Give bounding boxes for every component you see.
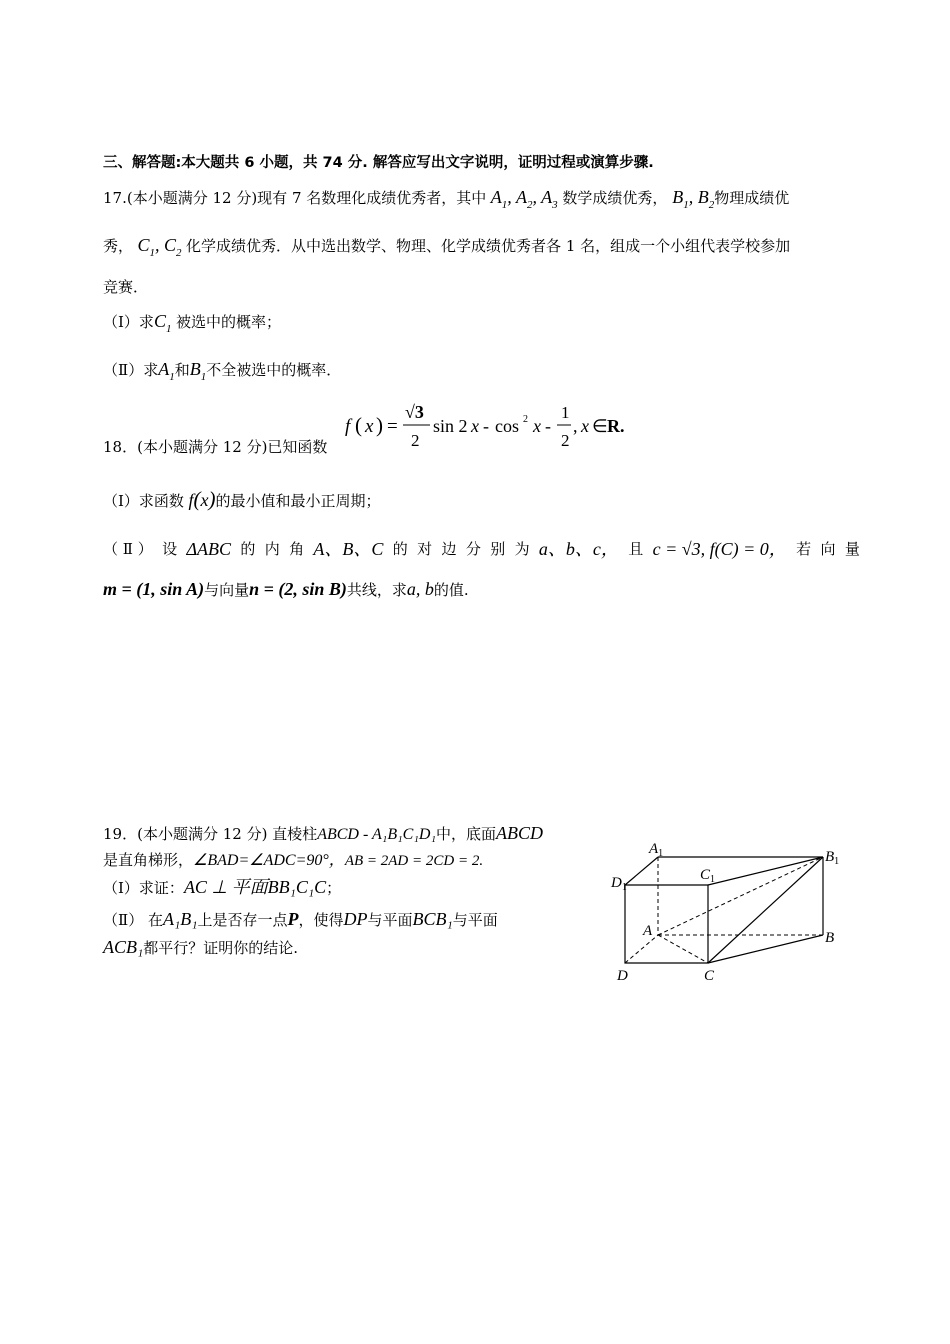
q17-line3: 竞赛． [103, 278, 149, 296]
svg-text:): ) [376, 413, 383, 437]
q18-part2-line2: m = (1, sin A)与向量n = (2, sin B)共线，求a, b的值. [103, 579, 469, 599]
q17-part1: （Ⅰ）求$C_1$ 被选中的概率； [103, 311, 281, 335]
svg-text:cos: cos [495, 416, 519, 436]
svg-text:2: 2 [561, 431, 570, 450]
q19-part2: （Ⅱ） 在A₁B₁上是否存一点P，使得DP与平面BCB₁与平面 [103, 909, 498, 929]
svg-text:-: - [545, 416, 551, 436]
svg-text:1: 1 [561, 403, 570, 422]
q19-part3: ACB₁都平行？证明你的结论. [103, 937, 299, 957]
q17-physics-text: 物理成绩优 [714, 189, 790, 207]
q17-math-C: $C_1$, $C_2$ [133, 235, 182, 259]
label-A1: $A_1$ [649, 841, 664, 859]
edge-D1A1 [625, 857, 658, 885]
q18-intro: 18．(本小题满分 12 分)已知函数 [103, 438, 328, 456]
q17-line1 [103, 186, 789, 211]
q18-part2-line1: （ Ⅱ ） 设 ΔABC 的 内 角 A、B、C 的 对 边 分 别 为 a、b、c， 且 c = √3, f(C) = 0， 若 向 量 [103, 539, 860, 559]
q19-line1: 19．(本小题满分 12 分) 直棱柱ABCD - A₁B₁C₁D₁中，底面ABCD [103, 823, 544, 843]
q18-part1: （Ⅰ）求函数 f(x)的最小值和最小正周期； [103, 487, 381, 511]
svg-text:x: x [533, 416, 541, 436]
svg-text:x: x [471, 416, 479, 436]
svg-text:(: ( [355, 413, 362, 437]
svg-text:,: , [573, 416, 578, 436]
q17-math-text: 数学成绩优秀， [562, 189, 668, 207]
svg-text:x: x [365, 416, 374, 437]
q17-math-B: $B_1$, $B_2$ [672, 187, 715, 211]
svg-text:-: - [483, 416, 489, 436]
svg-text:x: x [581, 416, 589, 436]
label-D1: $D_1$ [611, 875, 627, 893]
face-front [625, 885, 708, 963]
svg-text:2: 2 [411, 431, 420, 450]
label-C1: $C_1$ [700, 867, 716, 885]
q17-intro: 17.(本小题满分 12 分)现有 7 名数理化成绩优秀者，其中 [103, 189, 487, 207]
edge-CB [708, 935, 823, 963]
svg-text:sin 2: sin 2 [433, 416, 468, 436]
svg-text:2: 2 [523, 414, 528, 425]
edge-AB1 [658, 857, 823, 935]
prism-svg [605, 835, 850, 985]
q17-math-A: $A_1$, $A_2$, $A_3$ [490, 187, 558, 211]
q18-formula [345, 398, 645, 458]
label-C: C [704, 968, 715, 984]
edge-C1B1 [708, 857, 823, 885]
edge-DA [625, 935, 658, 963]
edge-AC [658, 935, 708, 963]
edge-CB1 [708, 857, 823, 963]
label-D: D [617, 968, 628, 984]
q19-part1: （Ⅰ）求证：AC ⊥ 平面BB₁C₁C； [103, 877, 342, 897]
svg-text:R.: R. [607, 416, 625, 436]
label-A: A [643, 923, 653, 939]
svg-text:√3: √3 [405, 402, 424, 422]
label-B: B [825, 930, 835, 946]
q18-formula-svg [345, 398, 645, 458]
svg-text:f: f [345, 416, 351, 437]
prism-figure [605, 835, 850, 985]
q19-line2: 是直角梯形，∠BAD=∠ADC=90°，AB = 2AD = 2CD = 2. [103, 851, 484, 869]
q17-line2: 秀， $C_1$, $C_2$ 化学成绩优秀．从中选出数学、物理、化学成绩优秀者各 1 名，组成一个小组代表学校参加 [103, 235, 791, 259]
q17-part2: （Ⅱ）求$A_1$和$B_1$不全被选中的概率． [103, 359, 342, 383]
label-B1: $B_1$ [825, 849, 840, 867]
svg-text:=: = [387, 416, 398, 437]
section-heading: 三、解答题:本大题共 6 小题，共 74 分. 解答应写出文字说明，证明过程或演算步骤. [103, 155, 654, 171]
svg-text:∈: ∈ [592, 416, 608, 436]
